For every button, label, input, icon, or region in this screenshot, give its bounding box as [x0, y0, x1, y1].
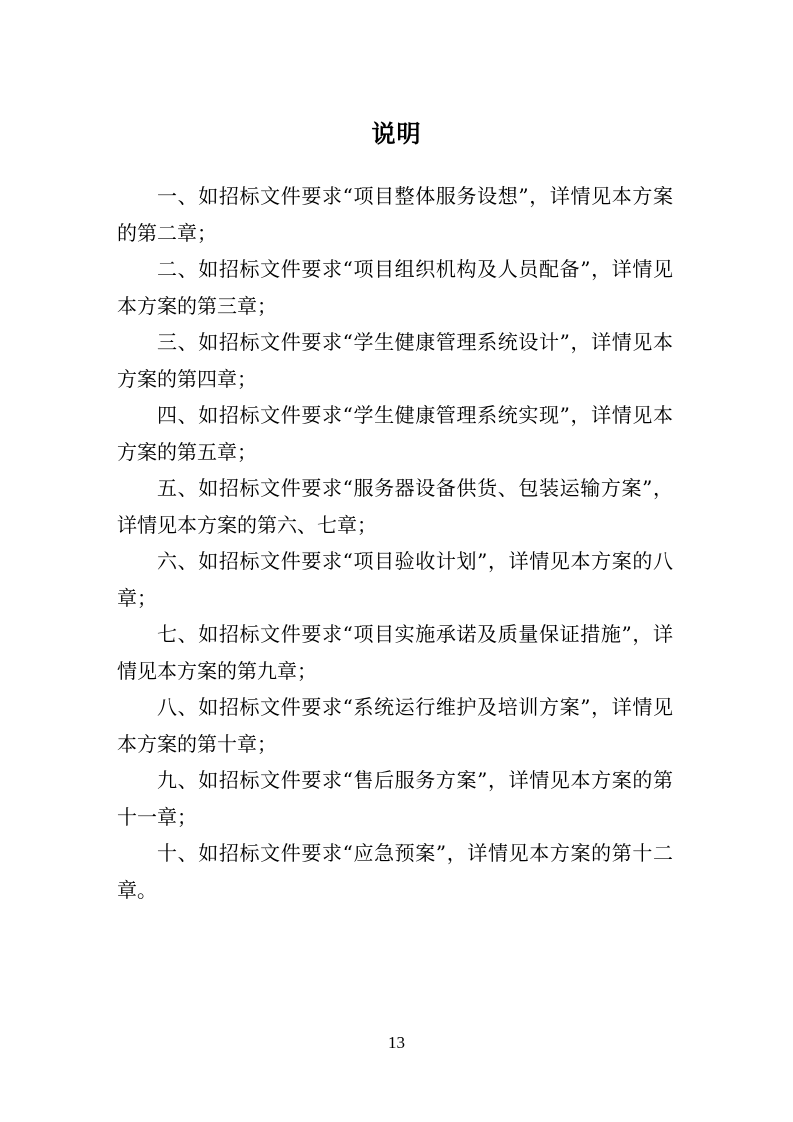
paragraph-8: 八、如招标文件要求“系统运行维护及培训方案”，详情见本方案的第十章；: [117, 695, 673, 756]
paragraph-9: 九、如招标文件要求“售后服务方案”，详情见本方案的第十一章；: [117, 768, 673, 829]
paragraph-4: 四、如招标文件要求“学生健康管理系统实现”，详情见本方案的第五章；: [117, 403, 673, 464]
paragraph-5: 五、如招标文件要求“服务器设备供货、包装运输方案”，详情见本方案的第六、七章；: [117, 476, 673, 537]
paragraph-2: 二、如招标文件要求“项目组织机构及人员配备”，详情见本方案的第三章；: [117, 257, 673, 318]
paragraph-7: 七、如招标文件要求“项目实施承诺及质量保证措施”，详情见本方案的第九章；: [117, 622, 673, 683]
document-body: [117, 178, 673, 908]
page-title: 说明: [371, 119, 422, 149]
paragraph-3: 三、如招标文件要求“学生健康管理系统设计”，详情见本方案的第四章；: [117, 330, 673, 391]
paragraph-10: 十、如招标文件要求“应急预案”，详情见本方案的第十二章。: [117, 841, 673, 902]
paragraph-6: 六、如招标文件要求“项目验收计划”，详情见本方案的八章；: [117, 549, 673, 610]
paragraph-1: 一、如招标文件要求“项目整体服务设想”，详情见本方案的第二章；: [117, 184, 673, 245]
page-number: 13: [388, 1033, 405, 1052]
